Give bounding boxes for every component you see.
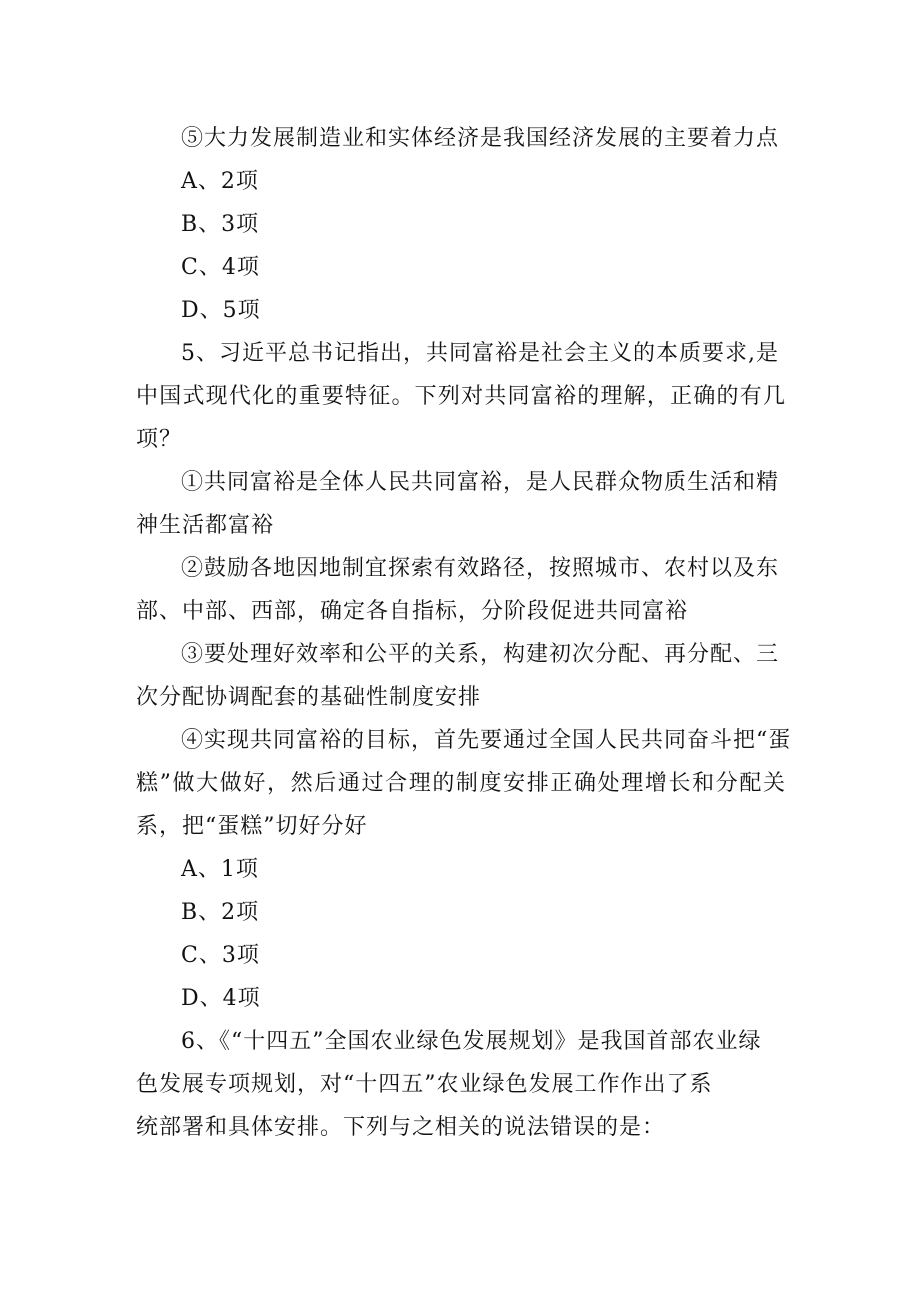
- q5-option-b: B、2项: [181, 900, 260, 925]
- q5-stem-line-2: 中国式现代化的重要特征。下列对共同富裕的理解，正确的有几: [136, 384, 786, 409]
- q6-stem-line-3: 统部署和具体安排。下列与之相关的说法错误的是：: [136, 1115, 666, 1140]
- q6-stem-line-2: 色发展专项规划，对“十四五”农业绿色发展工作作出了系: [136, 1072, 713, 1097]
- q4-option-d: D、5项: [181, 298, 261, 323]
- q4-option-a: A、2项: [181, 169, 259, 194]
- q5-item-3-line-1: ③要处理好效率和公平的关系，构建初次分配、再分配、三: [181, 642, 780, 667]
- q5-item-4-line-2: 糕”做大做好，然后通过合理的制度安排正确处理增长和分配关: [136, 771, 786, 796]
- q4-item-5: ⑤大力发展制造业和实体经济是我国经济发展的主要着力点: [181, 126, 780, 151]
- q5-option-a: A、1项: [181, 857, 259, 882]
- q5-item-3-line-2: 次分配协调配套的基础性制度安排: [136, 685, 482, 710]
- q5-item-4-line-3: 系，把“蛋糕”切好分好: [136, 814, 368, 839]
- q5-option-d: D、4项: [181, 986, 261, 1011]
- q4-option-b: B、3项: [181, 212, 260, 237]
- q5-stem-line-3: 项？: [136, 427, 183, 452]
- q6-stem-line-1: 6、《“十四五”全国农业绿色发展规划》是我国首部农业绿: [181, 1029, 762, 1054]
- q5-item-4-line-1: ④实现共同富裕的目标，首先要通过全国人民共同奋斗把“蛋: [181, 728, 792, 753]
- q5-item-1-line-2: 神生活都富裕: [136, 513, 275, 538]
- q5-item-2-line-1: ②鼓励各地因地制宜探索有效路径，按照城市、农村以及东: [181, 556, 780, 581]
- q5-item-1-line-1: ①共同富裕是全体人民共同富裕，是人民群众物质生活和精: [181, 470, 780, 495]
- q5-item-2-line-2: 部、中部、西部，确定各自指标，分阶段促进共同富裕: [136, 599, 689, 624]
- q5-option-c: C、3项: [181, 943, 260, 968]
- q5-stem-line-1: 5、习近平总书记指出，共同富裕是社会主义的本质要求,是: [181, 341, 779, 366]
- q4-option-c: C、4项: [181, 255, 260, 280]
